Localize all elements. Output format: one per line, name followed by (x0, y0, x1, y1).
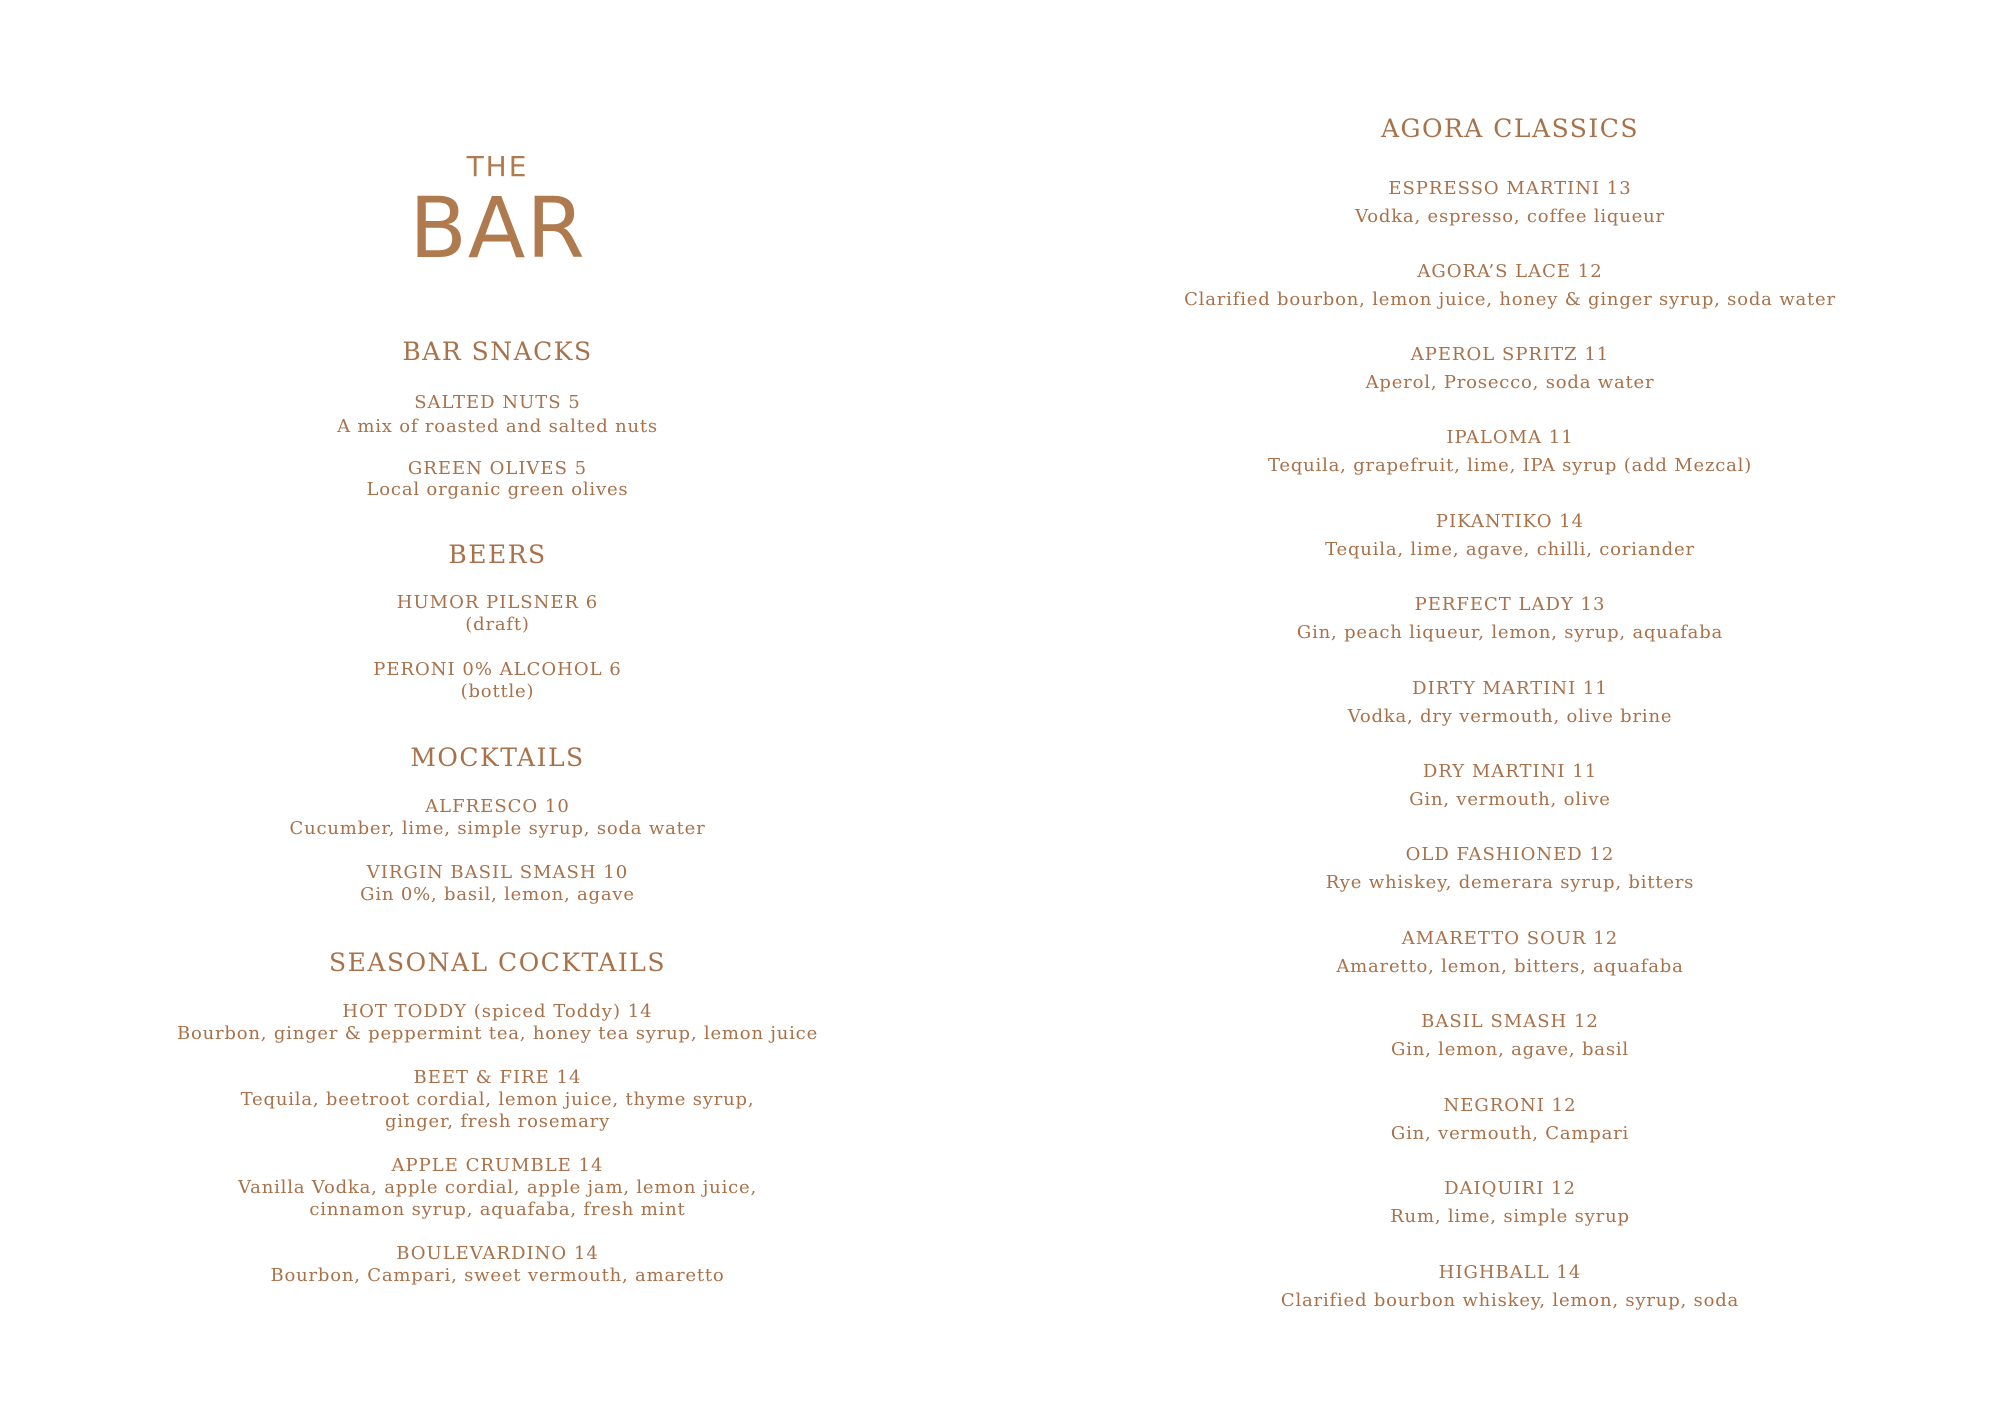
menu-item-desc: Rum, lime, simple syrup (1390, 1206, 1630, 1227)
menu-item-name: ESPRESSO MARTINI 13 (1388, 178, 1632, 199)
menu-item-desc: Tequila, beetroot cordial, lemon juice, thyme syrup, (240, 1089, 755, 1110)
menu-item-desc: Bourbon, Campari, sweet vermouth, amaretto (270, 1265, 725, 1286)
menu-item-desc: Aperol, Prosecco, soda water (1365, 372, 1655, 393)
menu-item-desc: Amaretto, lemon, bitters, aquafaba (1336, 956, 1684, 977)
menu-item-name: HUMOR PILSNER 6 (396, 592, 599, 613)
menu-item-name: BEET & FIRE 14 (413, 1067, 582, 1088)
menu-item-desc: Vanilla Vodka, apple cordial, apple jam, lemon juice, (238, 1177, 757, 1198)
menu-item-desc: Vodka, espresso, coffee liqueur (1355, 206, 1665, 227)
menu-item-name: DRY MARTINI 11 (1422, 761, 1598, 782)
menu-item-desc: Gin, peach liqueur, lemon, syrup, aquafaba (1296, 622, 1724, 643)
menu-item-name: PERONI 0% ALCOHOL 6 (373, 659, 622, 680)
menu-item-name: APPLE CRUMBLE 14 (391, 1155, 604, 1176)
menu-item-desc: Cucumber, lime, simple syrup, soda water (289, 818, 706, 839)
menu-item-desc: Gin, vermouth, Campari (1390, 1123, 1630, 1144)
menu-item-name: NEGRONI 12 (1443, 1095, 1577, 1116)
menu-item-desc: Clarified bourbon, lemon juice, honey & ginger syrup, soda water (1184, 289, 1836, 310)
menu-item-name: DIRTY MARTINI 11 (1412, 678, 1608, 699)
menu-item-name: PIKANTIKO 14 (1435, 511, 1585, 532)
menu-item-desc: Gin 0%, basil, lemon, agave (360, 884, 635, 905)
menu-item-desc: (draft) (465, 614, 530, 635)
menu-item-name: HOT TODDY (spiced Toddy) 14 (342, 1001, 653, 1022)
menu-item-name: IPALOMA 11 (1446, 427, 1574, 448)
logo-the: THE (466, 150, 529, 183)
menu-item-name: AGORA’S LACE 12 (1417, 261, 1603, 282)
menu-item-name: HIGHBALL 14 (1438, 1262, 1582, 1283)
menu-item-desc: A mix of roasted and salted nuts (337, 416, 658, 437)
menu-item-desc: Tequila, grapefruit, lime, IPA syrup (add Mezcal) (1267, 455, 1753, 476)
section-title-bar-snacks: BAR SNACKS (402, 337, 593, 366)
menu-item-desc: ginger, fresh rosemary (384, 1111, 611, 1132)
menu-item-desc: Gin, vermouth, olive (1409, 789, 1611, 810)
menu-item-desc: Tequila, lime, agave, chilli, coriander (1325, 539, 1695, 560)
menu-item-name: BOULEVARDINO 14 (396, 1243, 599, 1264)
menu-item-desc: Bourbon, ginger & peppermint tea, honey tea syrup, lemon juice (176, 1023, 819, 1044)
logo-bar: BAR (409, 179, 586, 277)
section-title-agora-classics: AGORA CLASSICS (1380, 114, 1640, 143)
menu-item-desc: Rye whiskey, demerara syrup, bitters (1325, 872, 1695, 893)
section-title-beers: BEERS (448, 540, 547, 569)
section-title-mocktails: MOCKTAILS (410, 743, 585, 772)
menu-item-desc: (bottle) (460, 681, 535, 702)
menu-item-name: SALTED NUTS 5 (414, 392, 581, 413)
menu-item-desc: cinnamon syrup, aquafaba, fresh mint (309, 1199, 686, 1220)
menu-item-name: DAIQUIRI 12 (1444, 1178, 1576, 1199)
menu-item-name: BASIL SMASH 12 (1421, 1011, 1599, 1032)
menu-item-name: GREEN OLIVES 5 (407, 458, 588, 479)
menu-item-desc: Vodka, dry vermouth, olive brine (1347, 706, 1673, 727)
menu-item-name: OLD FASHIONED 12 (1405, 844, 1615, 865)
menu-item-name: ALFRESCO 10 (425, 796, 570, 817)
menu-item-name: APEROL SPRITZ 11 (1410, 344, 1610, 365)
menu-item-name: VIRGIN BASIL SMASH 10 (366, 862, 629, 883)
menu-item-desc: Clarified bourbon whiskey, lemon, syrup, soda (1280, 1290, 1740, 1311)
section-title-seasonal-cocktails: SEASONAL COCKTAILS (329, 948, 666, 977)
menu-item-desc: Local organic green olives (366, 479, 629, 500)
menu-item-name: PERFECT LADY 13 (1414, 594, 1606, 615)
menu-item-name: AMARETTO SOUR 12 (1401, 928, 1619, 949)
menu-item-desc: Gin, lemon, agave, basil (1391, 1039, 1629, 1060)
